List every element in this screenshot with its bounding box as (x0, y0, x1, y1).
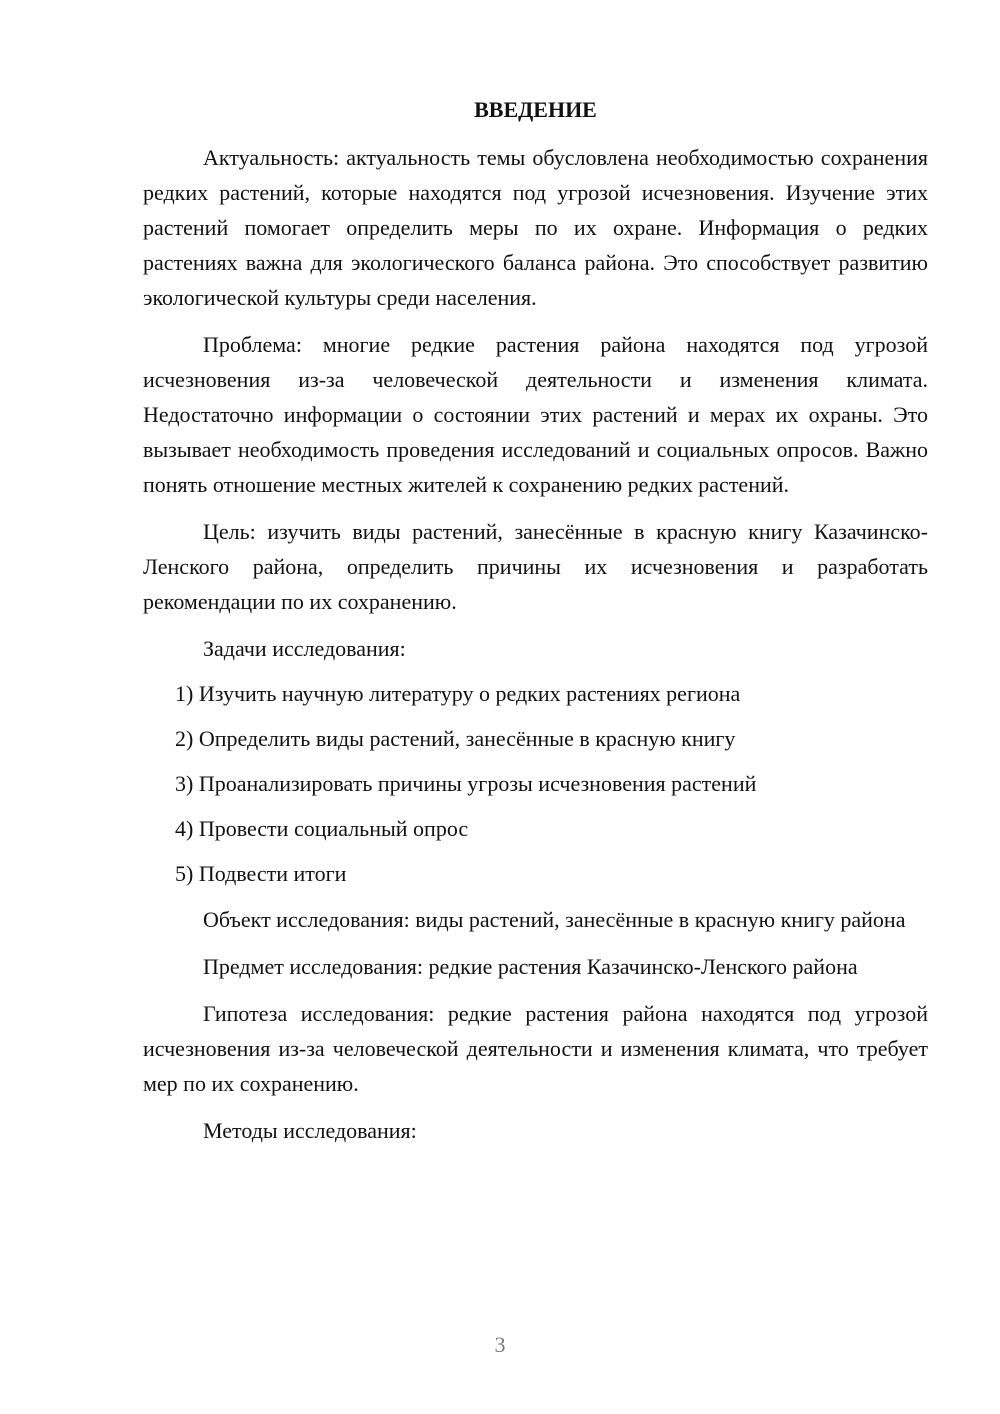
task-item-2: 2) Определить виды растений, занесённые в красную книгу (175, 726, 736, 751)
goal-paragraph: Цель: изучить виды растений, занесённые в красную книгу Казачинско-Ленского района, определить причины их исчезновения и разработать рекомендации по их сохранению. (143, 519, 928, 614)
object-paragraph: Объект исследования: виды растений, занесённые в красную книгу района (203, 907, 906, 932)
task-item-4: 4) Провести социальный опрос (175, 816, 469, 841)
tasks-title: Задачи исследования: (203, 636, 406, 661)
task-item-3: 3) Проанализировать причины угрозы исчезновения растений (175, 771, 757, 796)
subject-paragraph: Предмет исследования: редкие растения Казачинско-Ленского района (203, 954, 858, 979)
page-number: 3 (494, 1332, 506, 1357)
task-item-5: 5) Подвести итоги (175, 861, 347, 886)
hypothesis-paragraph: Гипотеза исследования: редкие растения района находятся под угрозой исчезновения из-за человеческой деятельности и изменения климата, что требует мер по их сохранению. (143, 1001, 928, 1096)
methods-title: Методы исследования: (203, 1118, 417, 1143)
page-title: ВВЕДЕНИЕ (474, 97, 597, 122)
relevance-paragraph: Актуальность: актуальность темы обусловлена необходимостью сохранения редких растений, которые находятся под угрозой исчезновения. Изучение этих растений помогает определить меры по их охране. Информация о редких растениях важна для экологического баланса района. Это способствует развитию экологической культуры среди населения. (143, 145, 928, 310)
problem-paragraph: Проблема: многие редкие растения района находятся под угрозой исчезновения из-за человеческой деятельности и изменения климата. Недостаточно информации о состоянии этих растений и мерах их охраны. Это вызывает необходимость проведения исследований и социальных опросов. Важно понять отношение местных жителей к сохранению редких растений. (143, 332, 928, 497)
document-page (143, 92, 928, 1158)
task-list (143, 676, 928, 891)
task-item-1: 1) Изучить научную литературу о редких растениях региона (175, 681, 741, 706)
